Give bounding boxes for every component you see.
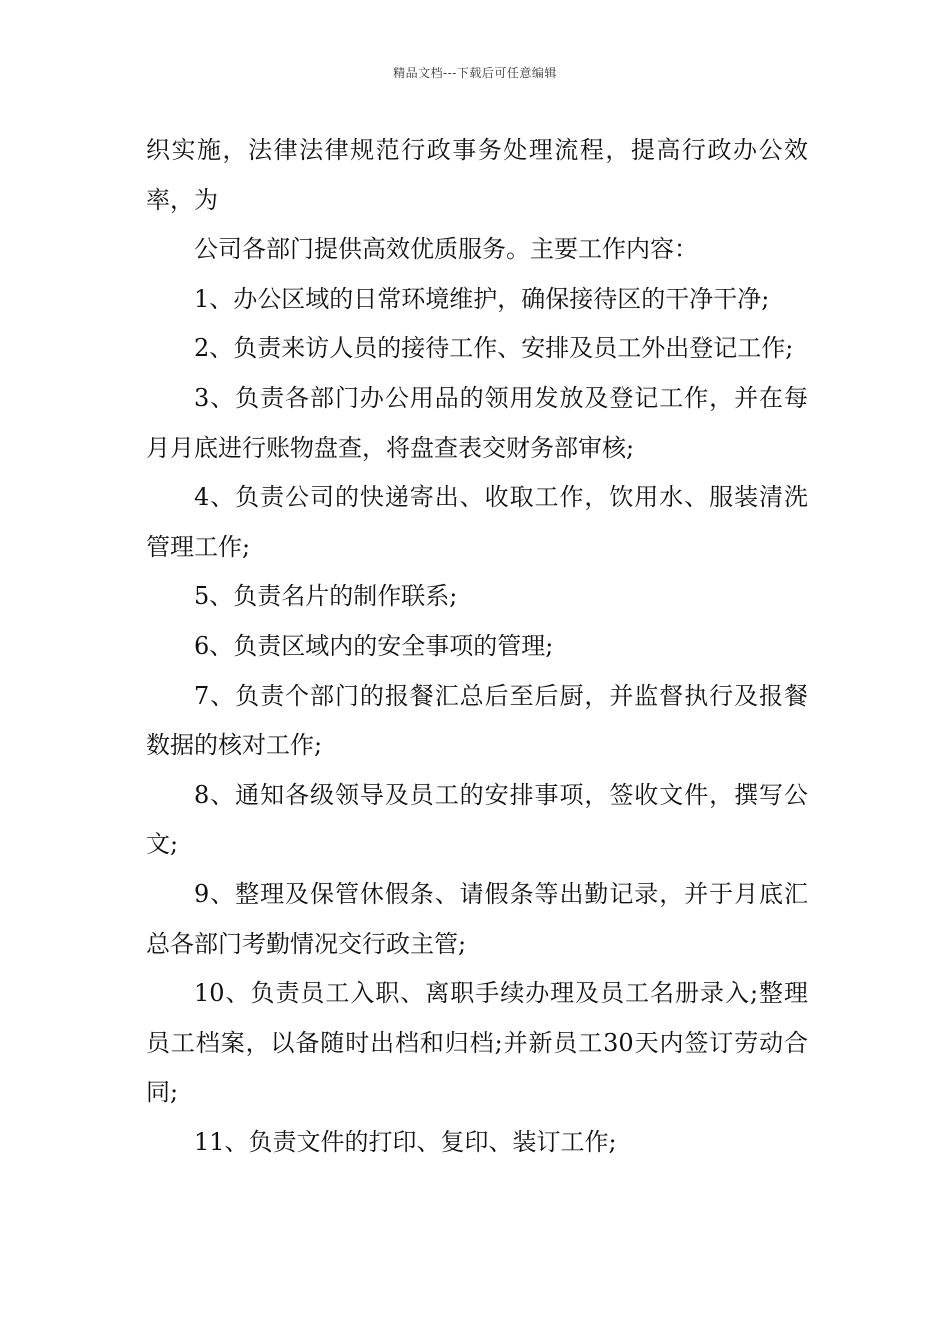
paragraph-intro: 织实施，法律法律规范行政事务处理流程，提高行政办公效率，为 xyxy=(146,136,808,214)
duty-item-10: 10、负责员工入职、离职手续办理及员工名册录入;整理员工档案，以备随时出档和归档;并新员工30天内签订劳动合同; xyxy=(146,979,808,1107)
duty-item-1: 1、办公区域的日常环境维护，确保接待区的干净干净; xyxy=(194,284,770,313)
duty-item-5: 5、负责名片的制作联系; xyxy=(194,582,458,611)
duty-item-2: 2、负责来访人员的接待工作、安排及员工外出登记工作; xyxy=(194,334,794,363)
duty-item-4: 4、负责公司的快递寄出、收取工作，饮用水、服装清洗管理工作; xyxy=(146,483,808,561)
document-body xyxy=(146,126,808,1167)
duty-item-3: 3、负责各部门办公用品的领用发放及登记工作，并在每月月底进行账物盘查，将盘查表交财务部审核; xyxy=(146,383,808,462)
duty-item-8: 8、通知各级领导及员工的安排事项，签收文件，撰写公文; xyxy=(146,780,808,859)
page-header: 精品文档---下载后可任意编辑 xyxy=(393,66,557,80)
duty-item-9: 9、整理及保管休假条、请假条等出勤记录，并于月底汇总各部门考勤情况交行政主管; xyxy=(146,879,808,958)
duty-item-7: 7、负责个部门的报餐汇总后至后厨，并监督执行及报餐数据的核对工作; xyxy=(146,681,808,760)
paragraph-main-duties: 公司各部门提供高效优质服务。主要工作内容： xyxy=(194,235,698,264)
duty-item-11: 11、负责文件的打印、复印、装订工作; xyxy=(194,1127,617,1156)
duty-item-6: 6、负责区域内的安全事项的管理; xyxy=(194,631,554,660)
